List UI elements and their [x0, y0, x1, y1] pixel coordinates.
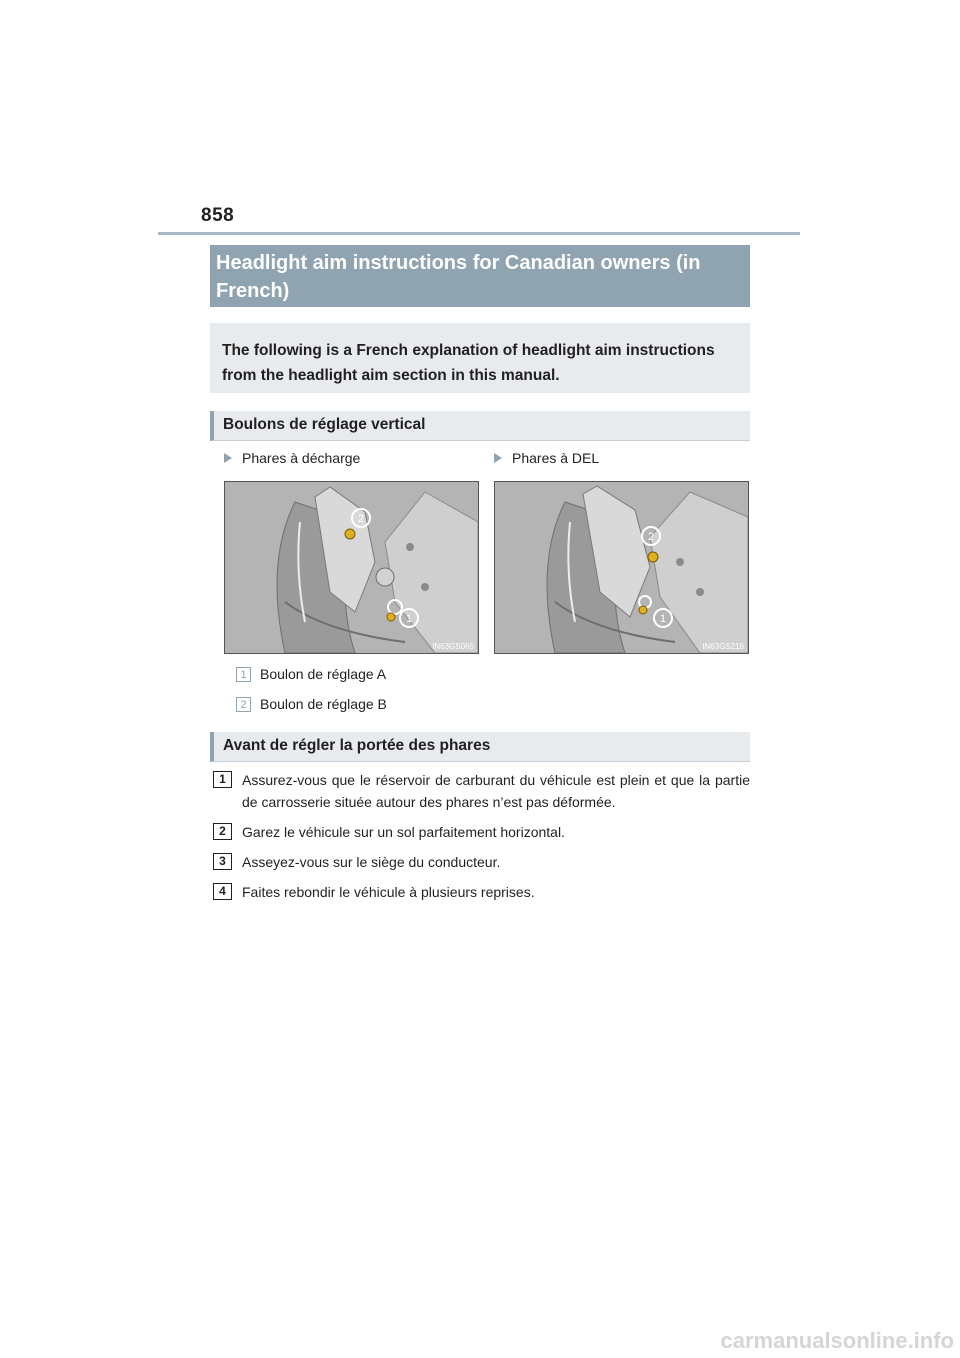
headlight-discharge-drawing: [225, 482, 478, 653]
step-text: Asseyez-vous sur le siège du conducteur.: [242, 854, 501, 870]
step-item: [213, 851, 750, 873]
legend-number: 2: [236, 697, 251, 712]
legend-text: Boulon de réglage B: [260, 696, 387, 712]
step-number: 2: [213, 823, 232, 840]
page-number: 858: [201, 205, 235, 226]
section-heading-before-adjusting: Avant de régler la portée des phares: [210, 732, 750, 762]
step-item: [213, 821, 750, 843]
step-text: Faites rebondir le véhicule à plusieurs reprises.: [242, 884, 535, 900]
figure-label-text: Phares à décharge: [242, 450, 361, 466]
step-number: 3: [213, 853, 232, 870]
step-text: Assurez-vous que le réservoir de carburant du véhicule est plein et que la partie de carrosserie située autour des phares n’est pas déformée.: [242, 772, 750, 810]
legend-item: [236, 695, 387, 713]
intro-text: The following is a French explanation of headlight aim instructions from the headlight aim section in this manual.: [210, 323, 750, 393]
header-rule: [158, 232, 800, 235]
figure-code: IN63GS216: [702, 642, 744, 651]
figure-label-text: Phares à DEL: [512, 450, 600, 466]
headlight-led-drawing: [495, 482, 748, 653]
headlight-discharge-illustration: [224, 481, 479, 654]
legend-item: [236, 665, 386, 683]
svg-text:2: 2: [357, 513, 365, 525]
svg-text:1: 1: [405, 613, 413, 625]
step-item: [213, 769, 750, 813]
step-text: Garez le véhicule sur un sol parfaitement horizontal.: [242, 824, 565, 840]
svg-text:1: 1: [659, 613, 667, 625]
figure-label-led: [494, 449, 599, 467]
triangle-bullet-icon: [224, 453, 232, 463]
step-number: 4: [213, 883, 232, 900]
headlight-led-illustration: [494, 481, 749, 654]
step-item: [213, 881, 750, 903]
figure-code: IN63GS065: [432, 642, 474, 651]
step-number: 1: [213, 771, 232, 788]
triangle-bullet-icon: [494, 453, 502, 463]
legend-text: Boulon de réglage A: [260, 666, 387, 682]
page-title: Headlight aim instructions for Canadian owners (in French): [210, 245, 750, 307]
figure-label-discharge: [224, 449, 360, 467]
legend-number: 1: [236, 667, 251, 682]
svg-text:2: 2: [647, 531, 655, 543]
watermark: carmanualsonline.info: [720, 1328, 954, 1353]
section-heading-vertical-bolts: Boulons de réglage vertical: [210, 411, 750, 441]
